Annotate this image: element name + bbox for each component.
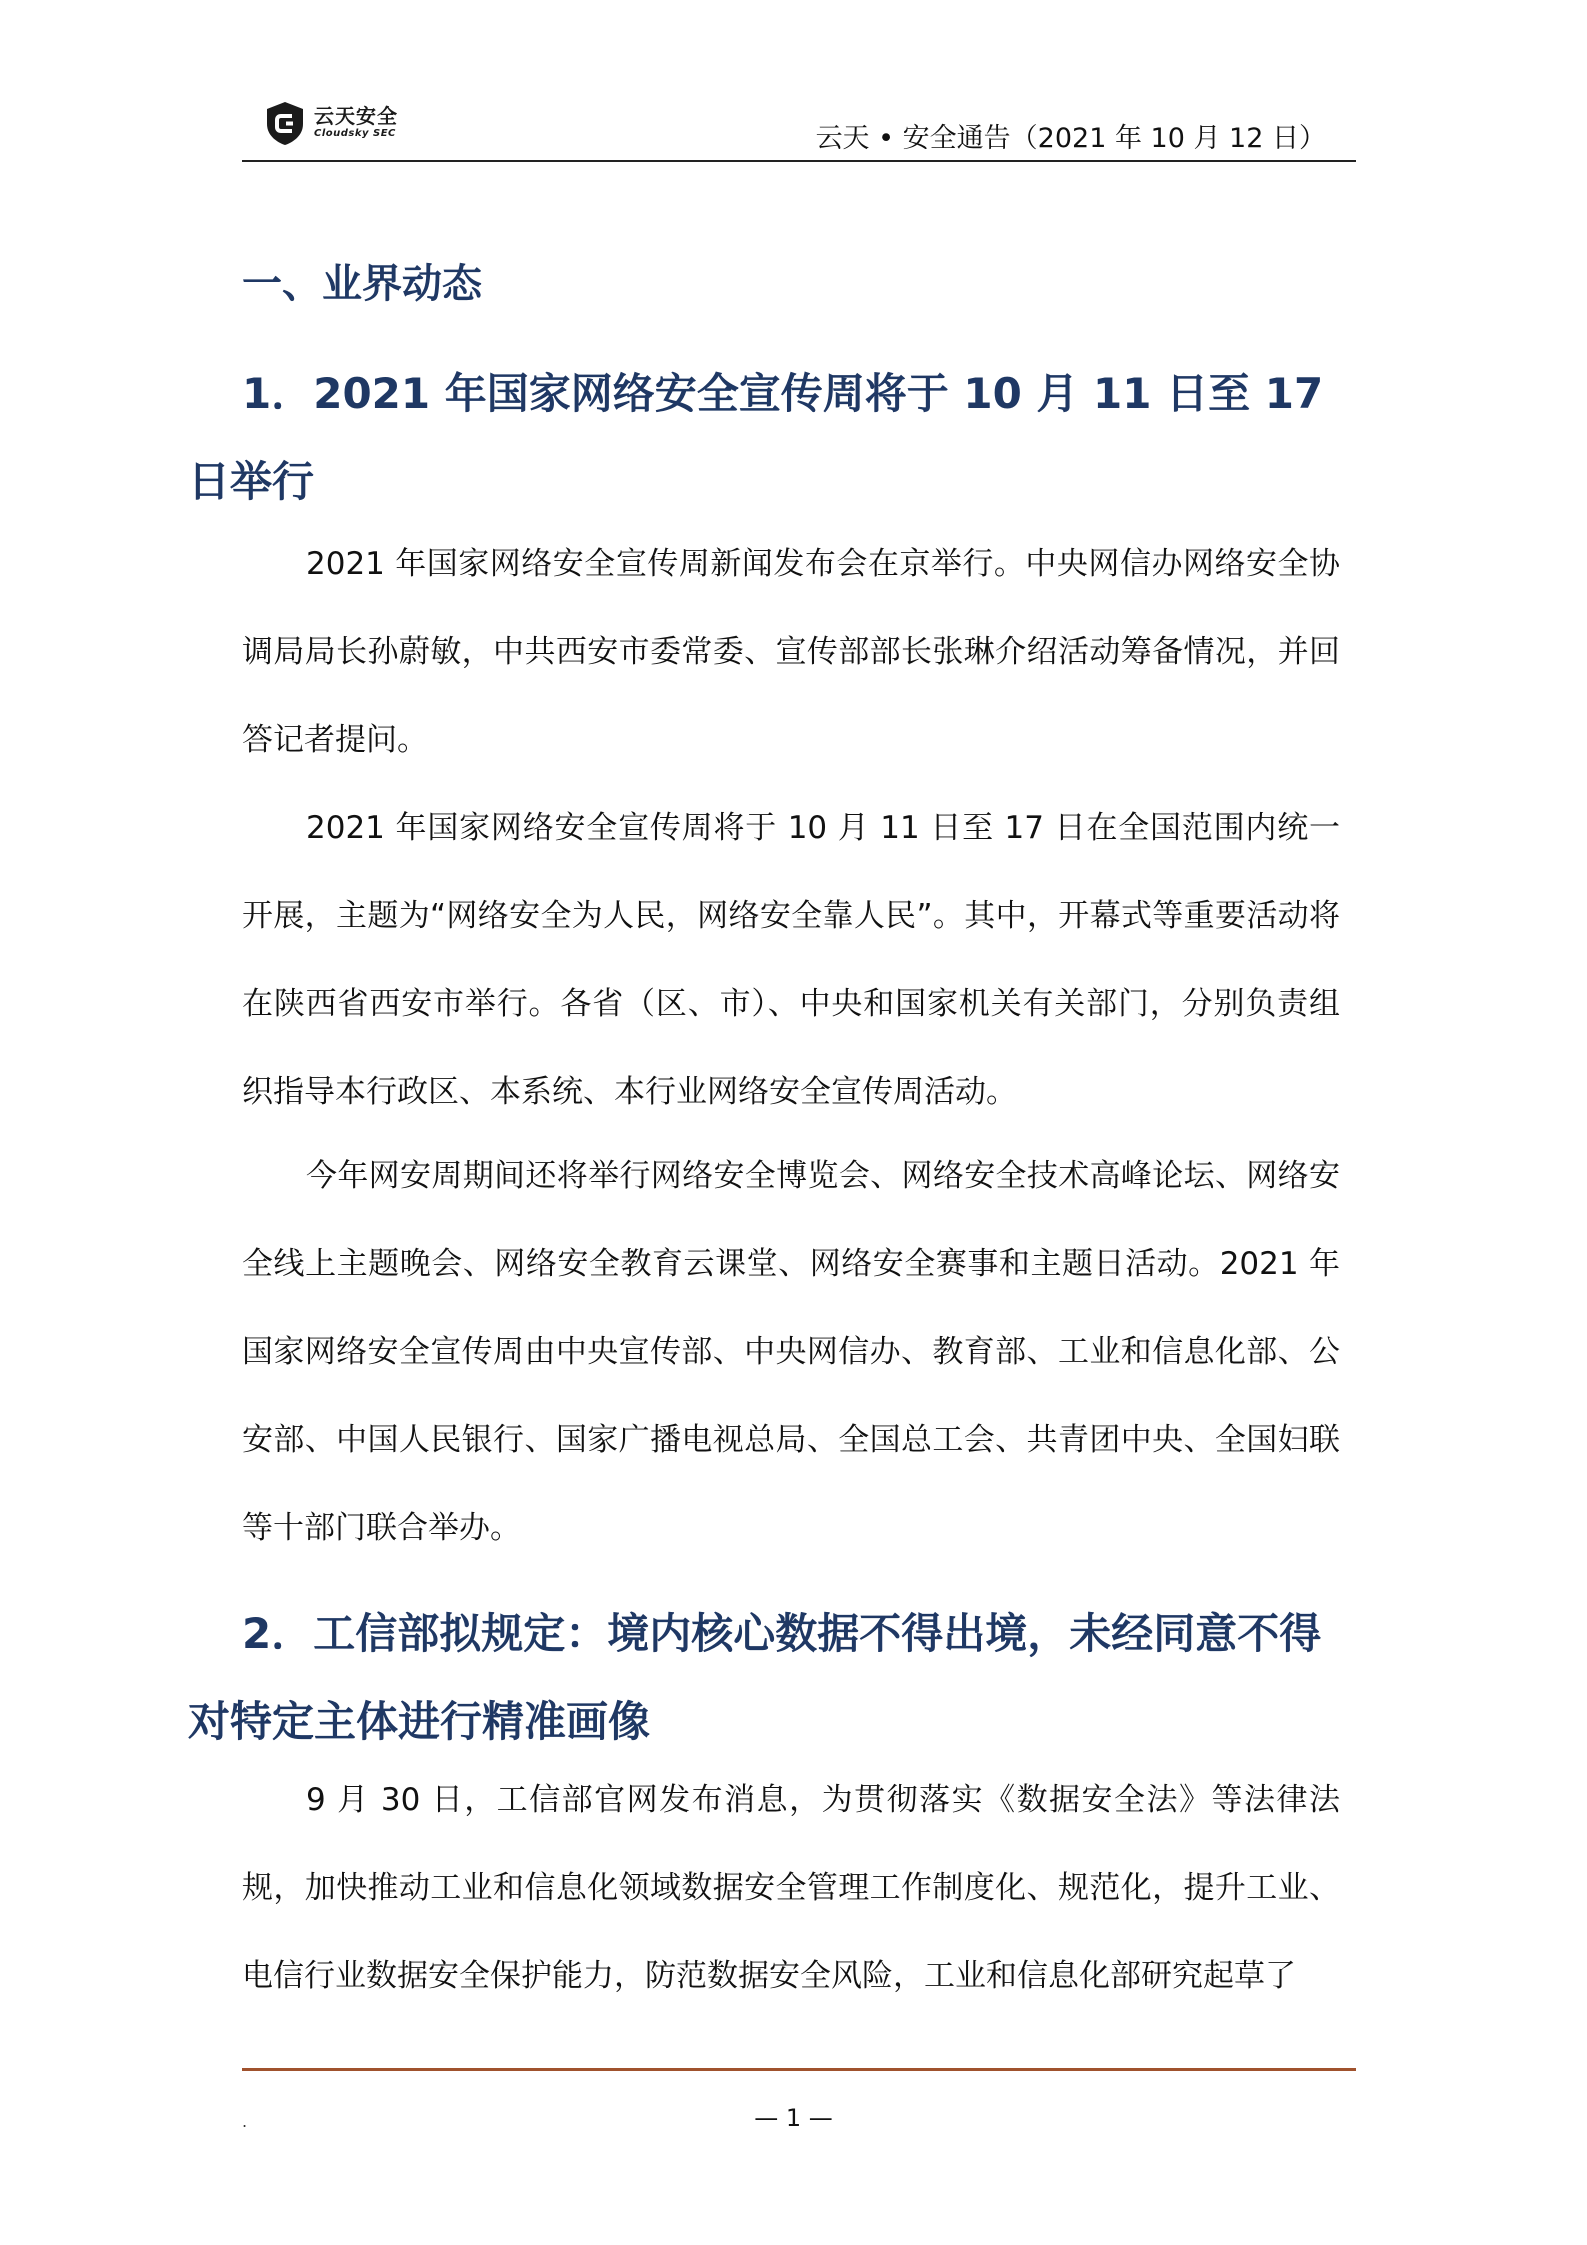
company-logo <box>264 100 398 146</box>
article-1-paragraph-1: 2021 年国家网络安全宣传周新闻发布会在京举行。中央网信办网络安全协调局局长孙蔚敏，中共西安市委常委、宣传部部长张琳介绍活动筹备情况，并回答记者提问。 <box>242 546 1340 758</box>
footer-dot: . <box>242 2112 248 2131</box>
article-1-paragraph-3: 今年网安周期间还将举行网络安全博览会、网络安全技术高峰论坛、网络安全线上主题晚会、网络安全教育云课堂、网络安全赛事和主题日活动。2021 年国家网络安全宣传周由中央宣传部、中央网信办、教育部、工业和信息化部、公安部、中国人民银行、国家广播电视总局、全国总工会、共青团中央、全国妇联等十部门联合举办。 <box>242 1158 1340 1546</box>
article-2-paragraph-1: 9 月 30 日，工信部官网发布消息，为贯彻落实《数据安全法》等法律法规，加快推动工业和信息化领域数据安全管理工作制度化、规范化，提升工业、电信行业数据安全保护能力，防范数据安全风险，工业和信息化部研究起草了 <box>242 1782 1340 1994</box>
page-number: — 1 — <box>754 2104 833 2132</box>
header-divider <box>242 160 1356 162</box>
page-header <box>242 92 1356 160</box>
shield-logo-icon <box>264 100 306 146</box>
article-1-heading: 1．2021 年国家网络安全宣传周将于 10 月 11 日至 17 日举行 <box>188 369 1324 506</box>
bulletin-title: 云天 • 安全通告（2021 年 10 月 12 日） <box>815 123 1326 154</box>
logo-chinese-text: 云天安全 <box>314 104 398 128</box>
section-heading: 一、业界动态 <box>242 261 482 307</box>
article-2-heading: 2．工信部拟规定：境内核心数据不得出境，未经同意不得对特定主体进行精准画像 <box>188 1609 1322 1746</box>
article-1-paragraph-2: 2021 年国家网络安全宣传周将于 10 月 11 日至 17 日在全国范围内统一开展，主题为“网络安全为人民，网络安全靠人民”。其中，开幕式等重要活动将在陕西省西安市举行。各省（区、市）、中央和国家机关有关部门，分别负责组织指导本行政区、本系统、本行业网络安全宣传周活动。 <box>242 810 1340 1110</box>
logo-english-text: Cloudsky SEC <box>314 128 396 139</box>
footer-divider <box>242 2068 1356 2071</box>
